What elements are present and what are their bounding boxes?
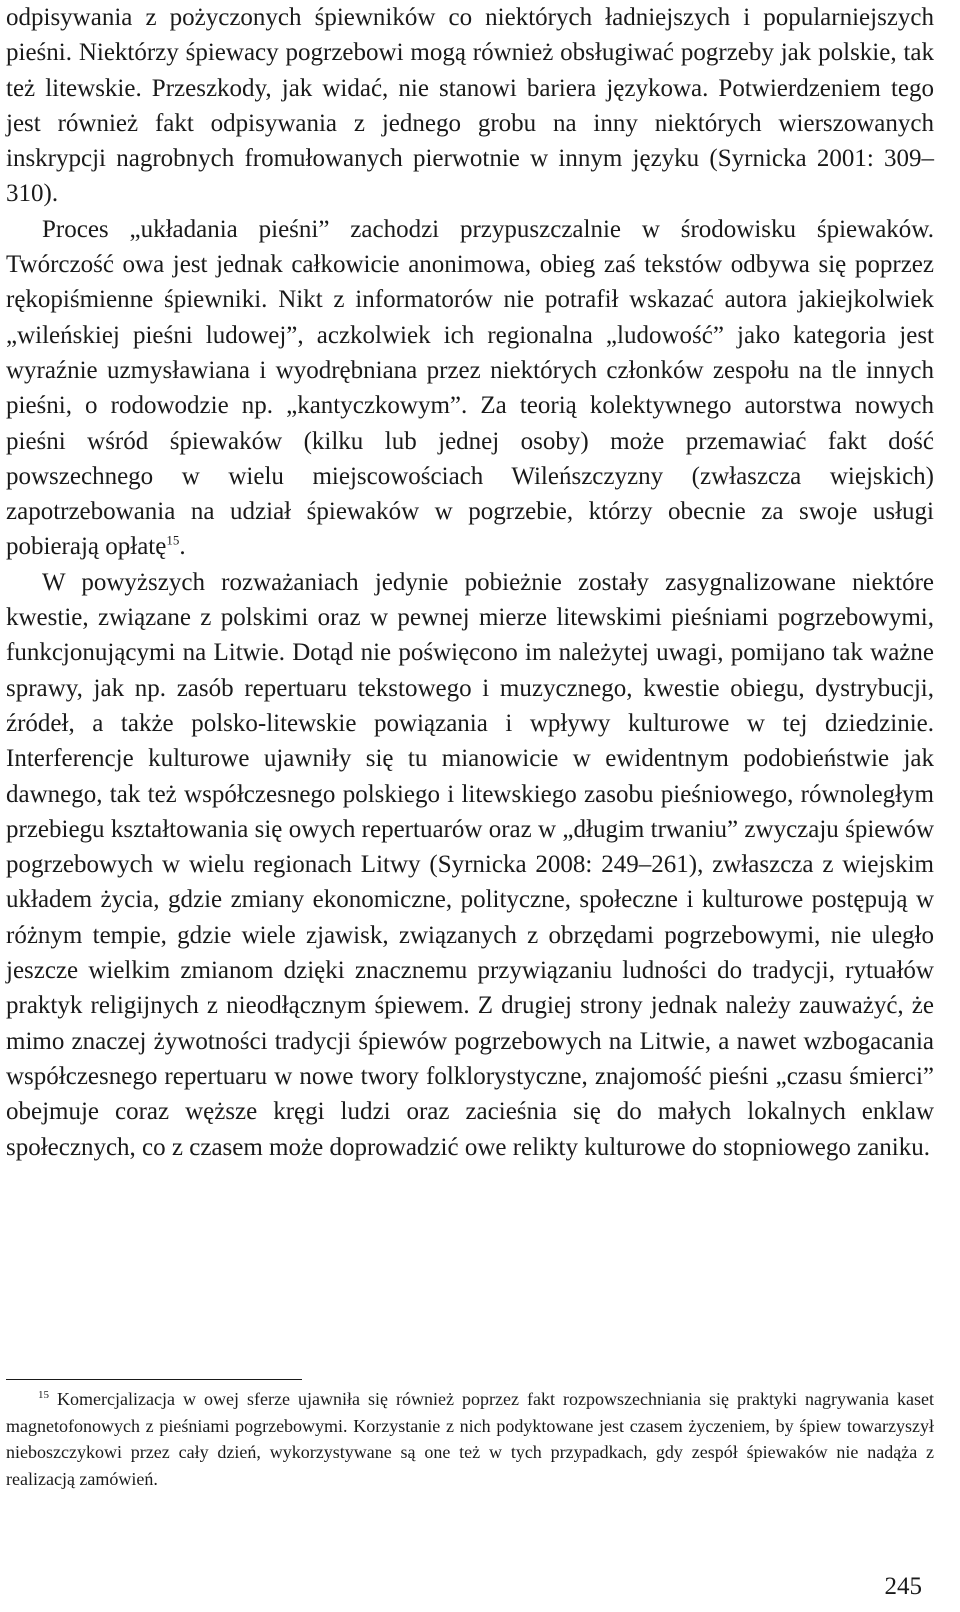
footnote-text: Komercjalizacja w owej sferze ujawniła się również poprzez fakt rozpowszechniania się praktyki nagrywania kaset magnetofonowych z pieśniami pogrzebowymi. Korzystanie z nich podyktowane jest czasem życzeniem, by śpiew towarzyszył nieboszczykowi przez cały dzień, wykorzystywane są one też w tych przypadkach, gdy zespół śpiewaków nie nadąża z realizacją zamówień. xyxy=(6,1389,934,1489)
page-body xyxy=(6,0,934,1165)
footnote-reference: 15 xyxy=(166,533,180,549)
footnote-separator xyxy=(6,1379,302,1380)
paragraph-1-text: odpisywania z pożyczonych śpiewników co niektórych ładniejszych i popularniejszych pieśni. Niektórzy śpiewacy pogrzebowi mogą również obsługiwać pogrzeby jak polskie, tak też litewskie. Przeszkody, jak widać, nie stanowi bariera językowa. Potwierdzeniem tego jest również fakt odpisywania z jednego grobu na inny niektórych wierszowanych inskrypcji nagrobnych fromułowanych pierwotnie w innym języku (Syrnicka 2001: 309–310). xyxy=(6,4,934,208)
paragraph-1 xyxy=(6,0,934,212)
paragraph-3-text: W powyższych rozważaniach jedynie pobieżnie zostały zasygnalizowane niektóre kwestie, związane z polskimi oraz w pewnej mierze litewskimi pieśniami pogrzebowymi, funkcjonującymi na Litwie. Dotąd nie poświęcono im należytej uwagi, pomijano tak ważne sprawy, jak np. zasób repertuaru tekstowego i muzycznego, kwestie obiegu, dystrybucji, źródeł, a także polsko-litewskie powiązania i wpływy kulturowe w tej dziedzinie. Interferencje kulturowe ujawniły się tu mianowicie w ewidentnym podobieństwie jak dawnego, tak też współczesnego polskiego i litewskiego zasobu pieśniowego, równoległym przebiegu kształtowania się owych repertuarów oraz w „długim trwaniu” zwyczaju śpiewów pogrzebowych w wielu regionach Litwy (Syrnicka 2008: 249–261), zwłaszcza z wiejskim układem życia, gdzie zmiany ekonomiczne, polityczne, społeczne i kulturowe postępują w różnym tempie, gdzie wiele zjawisk, związanych z obrzędami pogrzebowymi, nie uległo jeszcze wielkim zmianom dzięki znacznemu przywiązaniu ludności do tradycji, rytuałów praktyk religijnych z nieodłącznym śpiewem. Z drugiej strony jednak należy zauważyć, że mimo znaczej żywotności tradycji śpiewów pogrzebowych na Litwie, a nawet wzbogacania współczesnego repertuaru w nowe twory folklorystyczne, znajomość pieśni „czasu śmierci” obejmuje coraz węższe kręgi ludzi oraz zacieśnia się do małych lokalnych enklaw społecznych, co z czasem może doprowadzić owe relikty kulturowe do stopniowego zaniku. xyxy=(6,568,934,1161)
paragraph-2 xyxy=(6,212,934,565)
paragraph-2-text: Proces „układania pieśni” zachodzi przypuszczalnie w środowisku śpiewaków. Twórczość owa jest jednak całkowicie anonimowa, obieg zaś tekstów odbywa się poprzez rękopiśmienne śpiewniki. Nikt z informatorów nie potrafił wskazać autora jakiejkolwiek „wileńskiej pieśni ludowej”, aczkolwiek ich regionalna „ludowość” jako kategoria jest wyraźnie uzmysławiana i wyodrębniana przez niektórych członków zespołu na tle innych pieśni, o rodowodzie np. „kantyczkowym”. Za teorią kolektywnego autorstwa nowych pieśni wśród śpiewaków (kilku lub jednej osoby) może przemawiać fakt dość powszechnego w wielu miejscowościach Wileńszczyzny (zwłaszcza wiejskich) zapotrzebowania na udział śpiewaków w pogrzebie, którzy obecnie za swoje usługi pobierają opłatę xyxy=(6,215,934,561)
paragraph-3 xyxy=(6,565,934,1165)
footnote-number: 15 xyxy=(38,1389,49,1401)
page-number: 245 xyxy=(884,1573,922,1600)
main-text xyxy=(6,0,934,1165)
footnote-15 xyxy=(6,1386,934,1492)
footnote-section xyxy=(6,1386,934,1492)
paragraph-2-end: . xyxy=(179,533,186,561)
